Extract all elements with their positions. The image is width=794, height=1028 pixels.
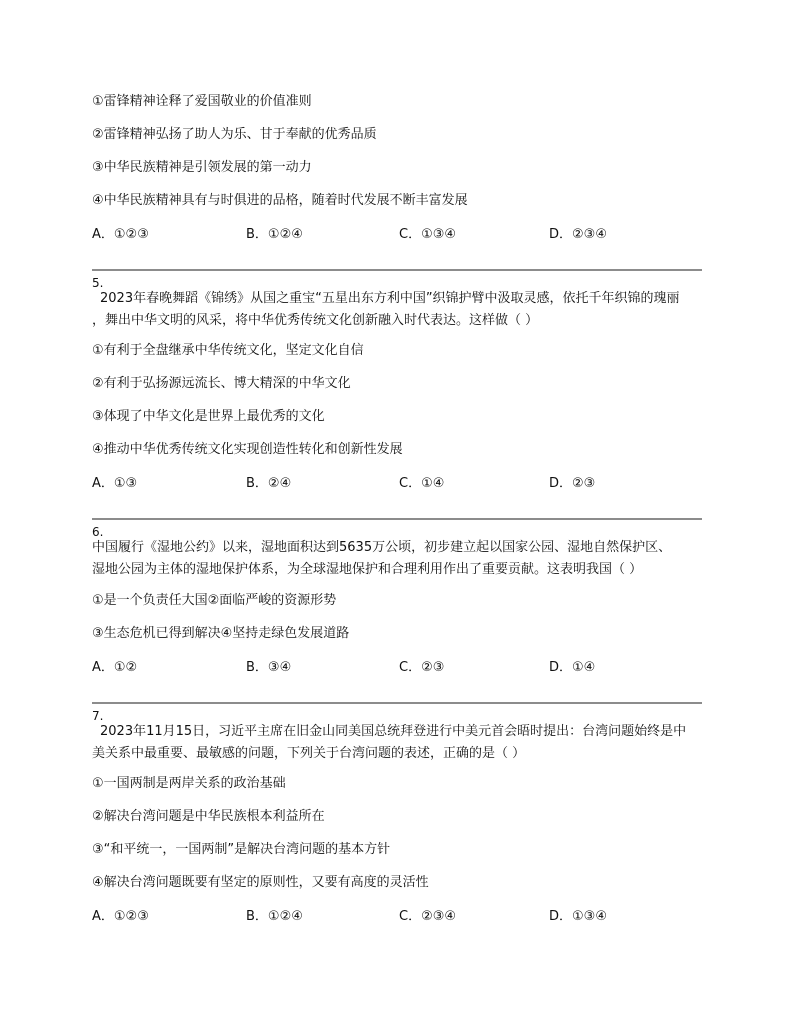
q4-options (92, 225, 702, 245)
q4-option-a[interactable]: A．①②③ (92, 227, 149, 242)
q7-option-c[interactable]: C．②③④ (399, 909, 457, 924)
q7-stem-line-2: 美关系中最重要、最敏感的问题，下列关于台湾问题的表述，正确的是（ ） (92, 746, 526, 761)
q6-option-c[interactable]: C．②③ (399, 660, 445, 675)
q6-statement-1: ①是一个负责任大国②面临严峻的资源形势 (92, 593, 337, 608)
q7-option-a[interactable]: A．①②③ (92, 909, 149, 924)
q5-statement-2: ②有利于弘扬源远流长、博大精深的中华文化 (92, 376, 351, 391)
q5-stem-line-1: 2023年春晚舞蹈《锦绣》从国之重宝“五星出东方利中国”织锦护臂中汲取灵感，依托千年织锦的瑰丽 (100, 291, 680, 306)
q7-option-b[interactable]: B．①②④ (246, 909, 303, 924)
q5-statement-4: ④推动中华优秀传统文化实现创造性转化和创新性发展 (92, 442, 403, 457)
q6-stem (92, 537, 702, 581)
q6-number: 6. (92, 525, 104, 539)
q7-options (92, 907, 702, 927)
q7-stem (92, 721, 702, 765)
q5-statement-1: ①有利于全盘继承中华传统文化，坚定文化自信 (92, 343, 364, 358)
q7-statement-2: ②解决台湾问题是中华民族根本利益所在 (92, 809, 325, 824)
q7-statement-1: ①一国两制是两岸关系的政治基础 (92, 776, 286, 791)
q7-number: 7. (92, 709, 104, 723)
q5-option-c[interactable]: C．①④ (399, 476, 445, 491)
divider (92, 702, 702, 704)
q6-options (92, 658, 702, 678)
q5-number: 5. (92, 276, 104, 290)
q6-stem-line-2: 湿地公园为主体的湿地保护体系，为全球湿地保护和合理利用作出了重要贡献。这表明我国（ ） (92, 562, 643, 577)
q6-option-a[interactable]: A．①② (92, 660, 138, 675)
q4-statement-1: ①雷锋精神诠释了爱国敬业的价值准则 (92, 94, 312, 109)
q7-option-d[interactable]: D．①③④ (549, 909, 607, 924)
divider (92, 269, 702, 271)
q7-stem-line-1: 2023年11月15日，习近平主席在旧金山同美国总统拜登进行中美元首会晤时提出：台湾问题始终是中 (100, 724, 687, 739)
q5-option-a[interactable]: A．①③ (92, 476, 138, 491)
divider (92, 518, 702, 520)
q5-stem (92, 288, 702, 332)
q6-option-d[interactable]: D．①④ (549, 660, 596, 675)
q4-statement-4: ④中华民族精神具有与时俱进的品格，随着时代发展不断丰富发展 (92, 193, 468, 208)
q7-statement-3: ③“和平统一，一国两制”是解决台湾问题的基本方针 (92, 842, 391, 857)
q7-statement-4: ④解决台湾问题既要有坚定的原则性，又要有高度的灵活性 (92, 875, 429, 890)
q4-statement-3: ③中华民族精神是引领发展的第一动力 (92, 160, 312, 175)
q4-option-d[interactable]: D．②③④ (549, 227, 607, 242)
q5-statement-3: ③体现了中华文化是世界上最优秀的文化 (92, 409, 325, 424)
q4-option-b[interactable]: B．①②④ (246, 227, 303, 242)
q4-statement-2: ②雷锋精神弘扬了助人为乐、甘于奉献的优秀品质 (92, 127, 377, 142)
q5-stem-line-2: ，舞出中华文明的风采，将中华优秀传统文化创新融入时代表达。这样做（ ） (92, 313, 539, 328)
q4-option-c[interactable]: C．①③④ (399, 227, 457, 242)
q5-option-b[interactable]: B．②④ (246, 476, 292, 491)
q5-options (92, 474, 702, 494)
q5-option-d[interactable]: D．②③ (549, 476, 596, 491)
q6-stem-line-1: 中国履行《湿地公约》以来，湿地面积达到5635万公顷，初步建立起以国家公园、湿地自然保护区、 (92, 540, 672, 555)
q6-option-b[interactable]: B．③④ (246, 660, 292, 675)
q6-statement-2: ③生态危机已得到解决④坚持走绿色发展道路 (92, 626, 350, 641)
